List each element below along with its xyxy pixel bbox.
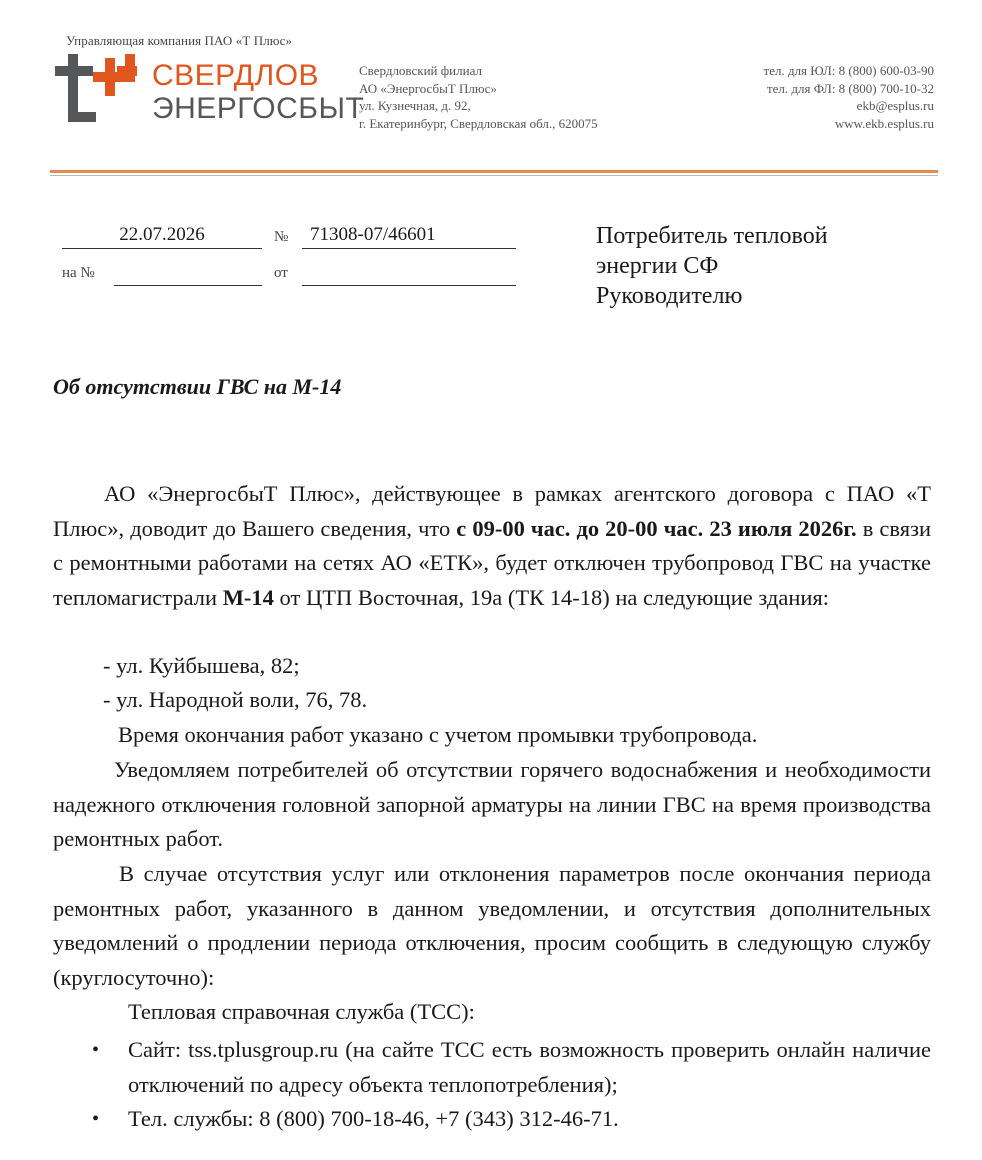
phone-individual: тел. для ФЛ: 8 (800) 700-10-32 — [766, 80, 934, 96]
address-item: - ул. Народной воли, 76, 78. — [103, 687, 368, 712]
paragraph-text: от ЦТП Восточная, 19а (ТК 14-18) на следующие здания: — [273, 584, 830, 610]
letter-subject: Об отсутствии ГВС на М-14 — [53, 374, 342, 399]
logo-mark-icon — [55, 54, 137, 122]
reference-date-blank — [302, 285, 516, 286]
reference-number-blank — [114, 285, 262, 286]
recipient-line: Руководителю — [596, 283, 743, 309]
recipient-block — [596, 221, 828, 311]
service-title: Тепловая справочная служба (ТСС): — [128, 999, 475, 1024]
paragraph-contact-request: В случае отсутствия услуг или отклонения параметров после окончания периода ремонтных работ, указанного в данном уведомлении, и отсутствия дополнительных уведомлений о продлении периода отключения, просим сообщить в следующую службу (круглосуточно): — [53, 861, 931, 990]
branch-address — [359, 62, 598, 132]
number-label: № — [274, 229, 289, 245]
service-website-item: Сайт: tss.tplusgroup.ru (на сайте ТСС есть возможность проверить онлайн наличие отключений по адресу объекта теплопотребления); — [128, 1037, 931, 1097]
branch-line: ул. Кузнечная, д. 92, — [359, 98, 471, 113]
website-link[interactable]: www.ekb.esplus.ru — [834, 115, 934, 131]
address-item: - ул. Куйбышева, 82; — [103, 653, 300, 678]
branch-line: Свердловский филиал — [359, 63, 482, 78]
paragraph-end-time-note: Время окончания работ указано с учетом промывки трубопровода. — [118, 722, 758, 747]
parent-company-caption: Управляющая компания ПАО «Т Плюс» — [66, 33, 293, 48]
reference-date-label: от — [274, 265, 288, 281]
header-divider-gray — [50, 175, 938, 176]
letter-date: 22.07.2026 — [62, 224, 262, 249]
recipient-line: Потребитель тепловой — [596, 223, 828, 249]
service-phone-item: Тел. службы: 8 (800) 700-18-46, +7 (343) 312-46-71. — [128, 1106, 619, 1131]
branch-line: АО «ЭнергосбыТ Плюс» — [359, 80, 497, 96]
pipeline-id: М-14 — [222, 584, 274, 610]
reference-number-label: на № — [62, 265, 95, 281]
bullet-icon: • — [92, 1108, 100, 1130]
logo-wordmark-line2: ЭНЕРГОСБЫТ — [152, 92, 365, 125]
outage-period: с 09-00 час. до 20-00 час. 23 июля 2026г. — [456, 515, 857, 541]
paragraph-text: в связи с ремонтными работами на сетях АО «ЕТК», будет отключен трубопровод ГВС на участке тепломагистрали — [53, 515, 932, 610]
logo-wordmark-line1: СВЕРДЛОВ — [152, 59, 320, 92]
recipient-line: энергии СФ — [596, 253, 719, 279]
header-divider-orange — [50, 170, 938, 173]
branch-line: г. Екатеринбург, Свердловская обл., 620075 — [359, 115, 598, 131]
paragraph-consumer-notice: Уведомляем потребителей об отсутствии горячего водоснабжения и необходимости надежного отключения головной запорной арматуры на линии ГВС на время производства ремонтных работ. — [53, 757, 931, 851]
bullet-icon: • — [92, 1039, 100, 1061]
contacts-block — [764, 62, 934, 132]
phone-legal: тел. для ЮЛ: 8 (800) 600-03-90 — [763, 63, 934, 78]
logo-wordmark — [152, 60, 364, 125]
letter-number: 71308-07/46601 — [302, 224, 516, 249]
paragraph-text: АО «ЭнергосбыТ Плюс», действующее в рамках агентского договора с ПАО «Т Плюс», доводит до Вашего сведения, что — [53, 481, 931, 541]
email-link[interactable]: ekb@esplus.ru — [856, 98, 934, 113]
paragraph-outage-notice — [53, 477, 931, 615]
